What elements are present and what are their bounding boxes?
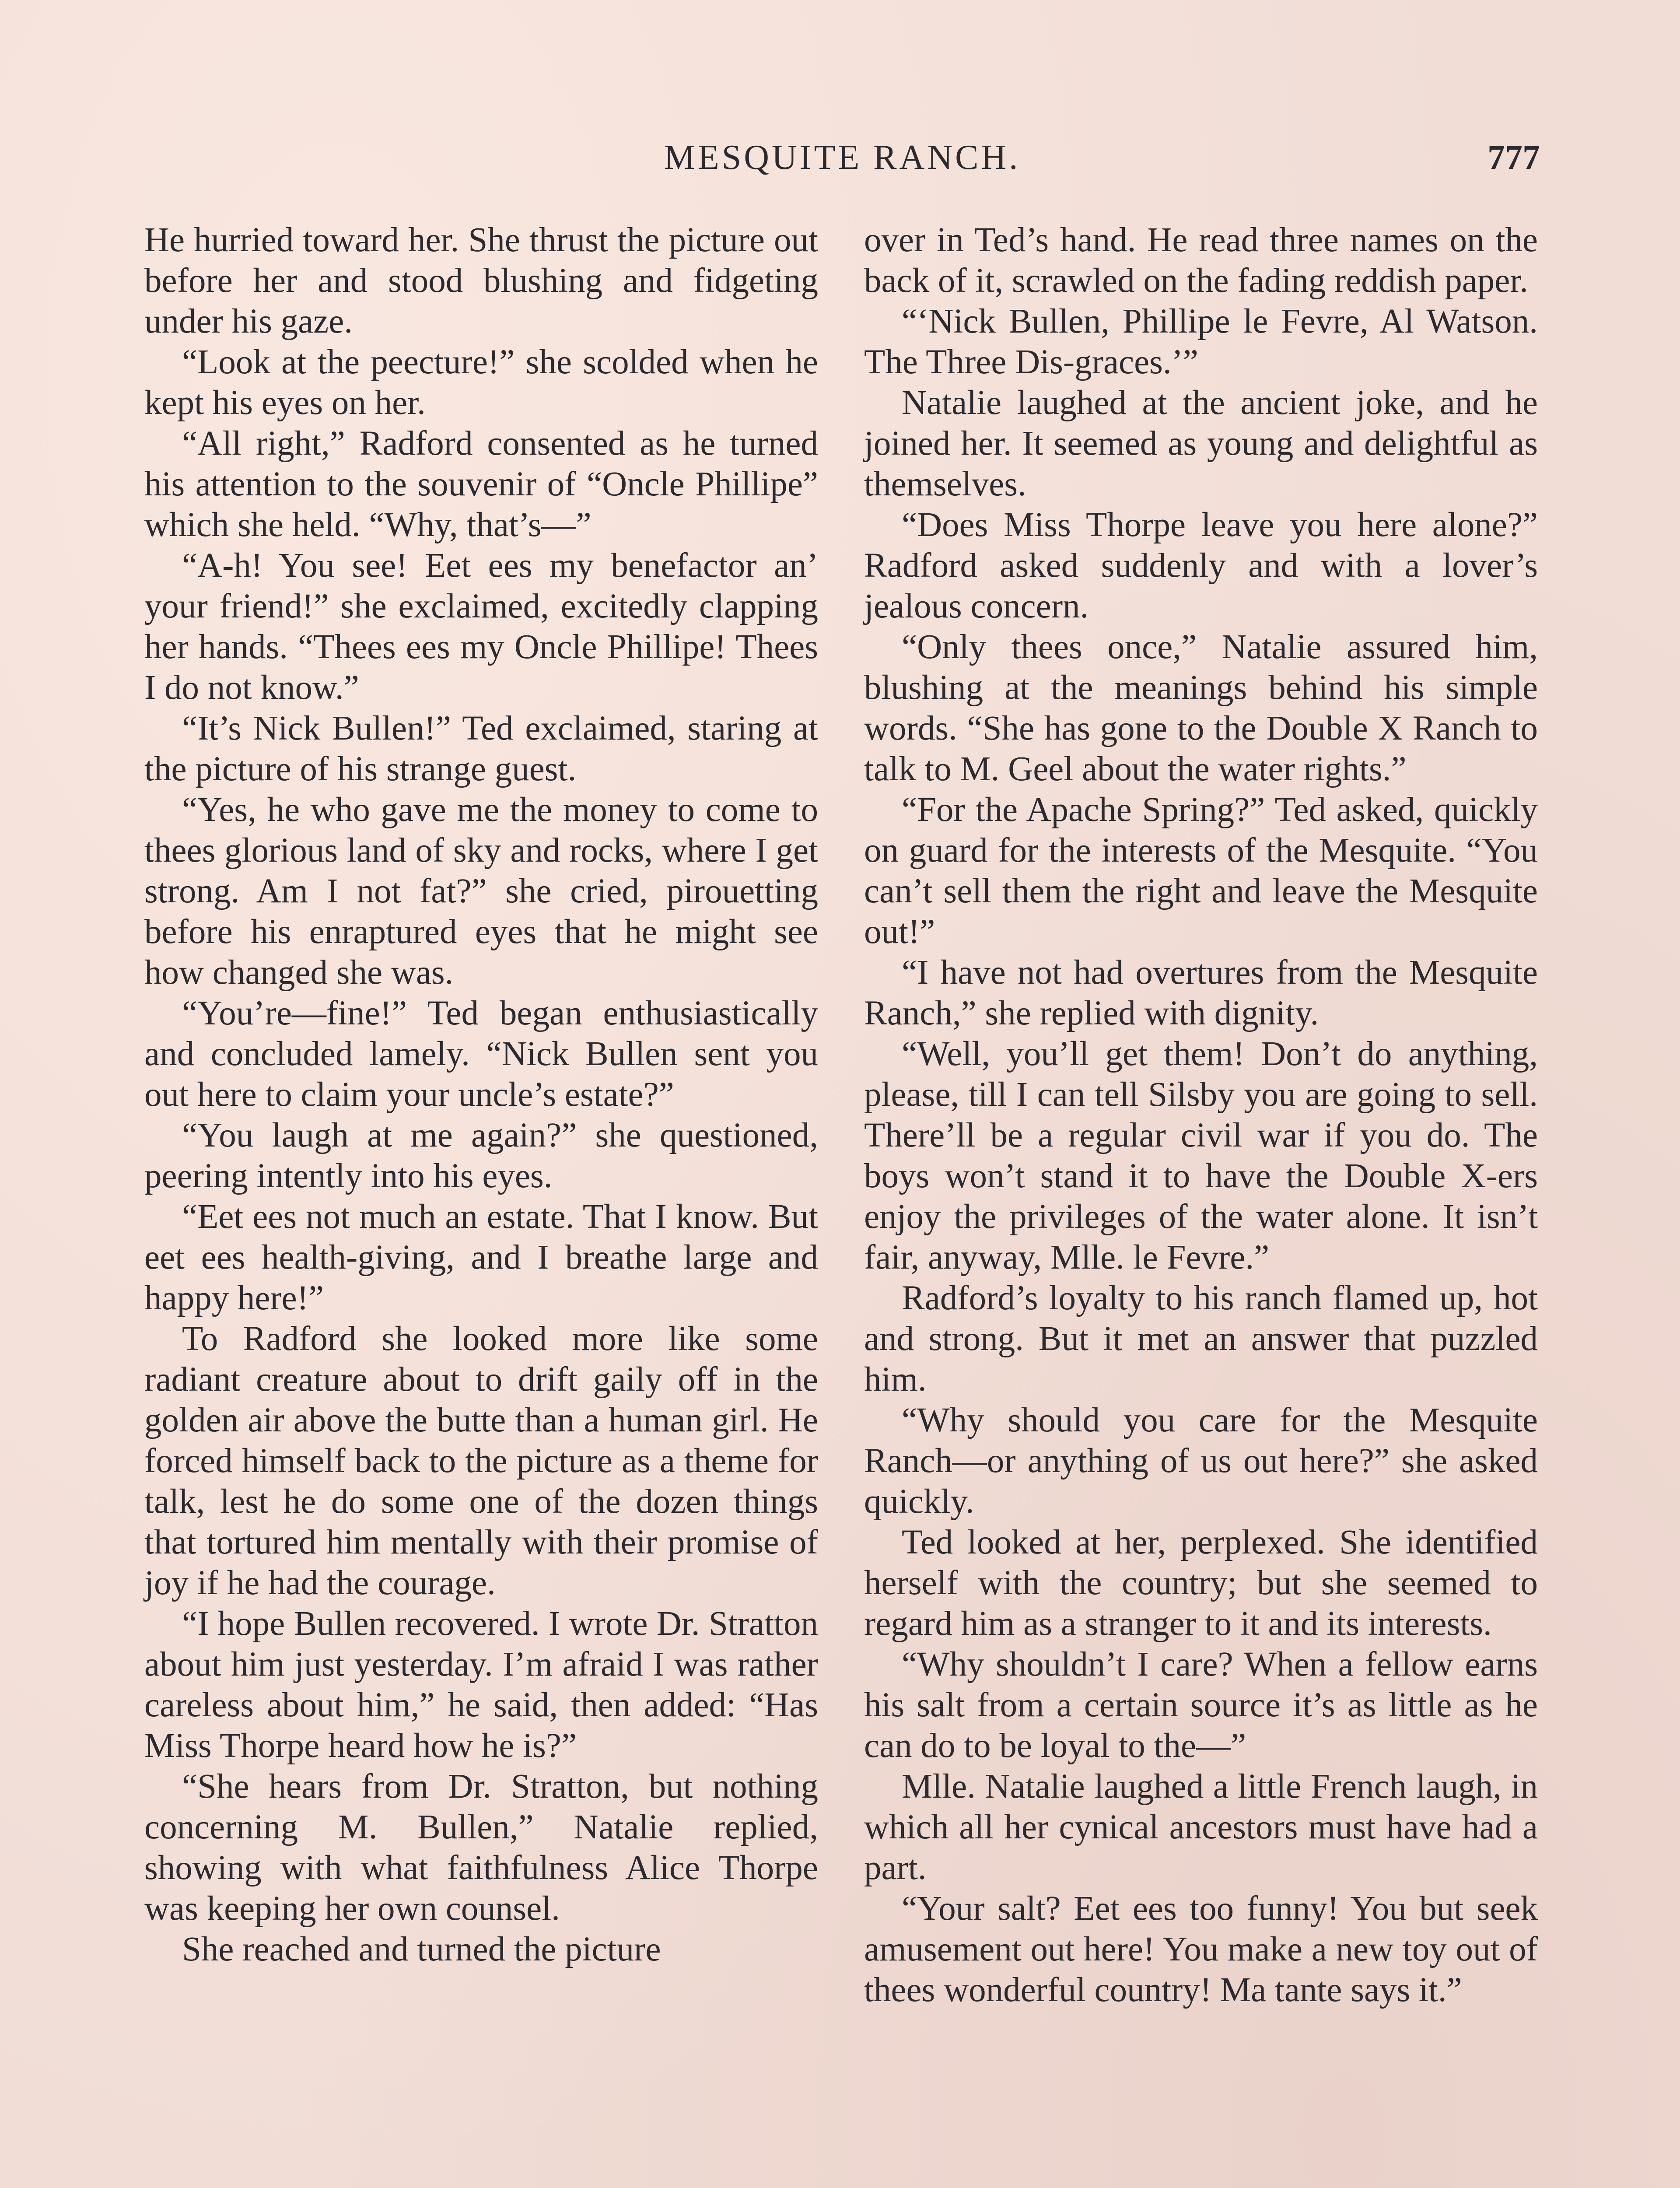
paragraph: “Why shouldn’t I care? When a fellow earns his salt from a certain source it’s as little as he can do to be loyal to the—” (864, 1645, 1538, 1765)
page-header (144, 131, 1540, 184)
paragraph: “Why should you care for the Mesquite Ranch—or anything of us out here?” she asked quickly. (864, 1401, 1538, 1521)
paragraph: “‘Nick Bullen, Phillipe le Fevre, Al Watson. The Three Dis-graces.’” (864, 302, 1538, 381)
paragraph: Radford’s loyalty to his ranch flamed up, hot and strong. But it met an answer that puzzled him. (864, 1279, 1538, 1399)
page-number: 777 (1488, 138, 1540, 177)
paragraph: “A-h! You see! Eet ees my benefactor an’ your friend!” she exclaimed, excitedly clapping her hands. “Thees ees my Oncle Phillipe! Thees I do not know.” (144, 547, 818, 707)
paragraph: “She hears from Dr. Stratton, but nothing concerning M. Bullen,” Natalie replied, showing with what faithfulness Alice Thorpe was keeping her own counsel. (144, 1767, 818, 1928)
paragraph: “Does Miss Thorpe leave you here alone?” Radford asked suddenly and with a lover’s jealous concern. (864, 506, 1538, 625)
paragraph: “I have not had overtures from the Mesquite Ranch,” she replied with dignity. (864, 954, 1538, 1032)
left-column (144, 220, 818, 1970)
paragraph: “Eet ees not much an estate. That I know. But eet ees health-giving, and I breathe large and happy here!” (144, 1198, 818, 1317)
paragraph: “For the Apache Spring?” Ted asked, quickly on guard for the interests of the Mesquite. “You can’t sell them the right and leave the Mesquite out!” (864, 791, 1538, 951)
paragraph: over in Ted’s hand. He read three names on the back of it, scrawled on the fading reddish paper. (864, 221, 1538, 300)
paragraph: “Well, you’ll get them! Don’t do anything, please, till I can tell Silsby you are going to sell. There’ll be a regular civil war if you do. The boys won’t stand it to have the Double X-ers enjoy the privileges of the water alone. It isn’t fair, anyway, Mlle. le Fevre.” (864, 1035, 1538, 1276)
paragraph: Ted looked at her, perplexed. She identified herself with the country; but she seemed to regard him as a stranger to it and its interests. (864, 1523, 1538, 1643)
paragraph: “Your salt? Eet ees too funny! You but seek amusement out here! You make a new toy out of thees wonderful country! Ma tante says it.” (864, 1890, 1538, 2009)
paragraph: “I hope Bullen recovered. I wrote Dr. Stratton about him just yesterday. I’m afraid I was rather careless about him,” he said, then added: “Has Miss Thorpe heard how he is?” (144, 1605, 818, 1765)
paragraph: “Look at the peecture!” she scolded when he kept his eyes on her. (144, 343, 818, 422)
paragraph: Mlle. Natalie laughed a little French laugh, in which all her cynical ancestors must have had a part. (864, 1767, 1538, 1887)
paragraph: She reached and turned the picture (182, 1930, 661, 1968)
right-column (864, 220, 1538, 2010)
paragraph: To Radford she looked more like some radiant creature about to drift gaily off in the golden air above the butte than a human girl. He forced himself back to the picture as a theme for talk, lest he do some one of the dozen things that tortured him mentally with their promise of joy if he had the courage. (144, 1320, 818, 1602)
paragraph: “All right,” Radford consented as he turned his attention to the souvenir of “Oncle Phillipe” which she held. “Why, that’s—” (144, 424, 818, 544)
paragraph: “Yes, he who gave me the money to come to thees glorious land of sky and rocks, where I get strong. Am I not fat?” she cried, pirouetting before his enraptured eyes that he might see how changed she was. (144, 791, 818, 992)
paragraph: Natalie laughed at the ancient joke, and he joined her. It seemed as young and delightful as themselves. (864, 384, 1538, 503)
paragraph: He hurried toward her. She thrust the picture out before her and stood blushing and fidgeting under his gaze. (144, 221, 818, 340)
paragraph: “It’s Nick Bullen!” Ted exclaimed, staring at the picture of his strange guest. (144, 709, 818, 788)
running-title: MESQUITE RANCH. (664, 138, 1021, 177)
paragraph: “Only thees once,” Natalie assured him, blushing at the meanings behind his simple words. “She has gone to the Double X Ranch to talk to M. Geel about the water rights.” (864, 628, 1538, 788)
paragraph: “You’re—fine!” Ted began enthusiastically and concluded lamely. “Nick Bullen sent you out here to claim your uncle’s estate?” (144, 994, 818, 1114)
paragraph: “You laugh at me again?” she questioned, peering intently into his eyes. (144, 1116, 818, 1195)
